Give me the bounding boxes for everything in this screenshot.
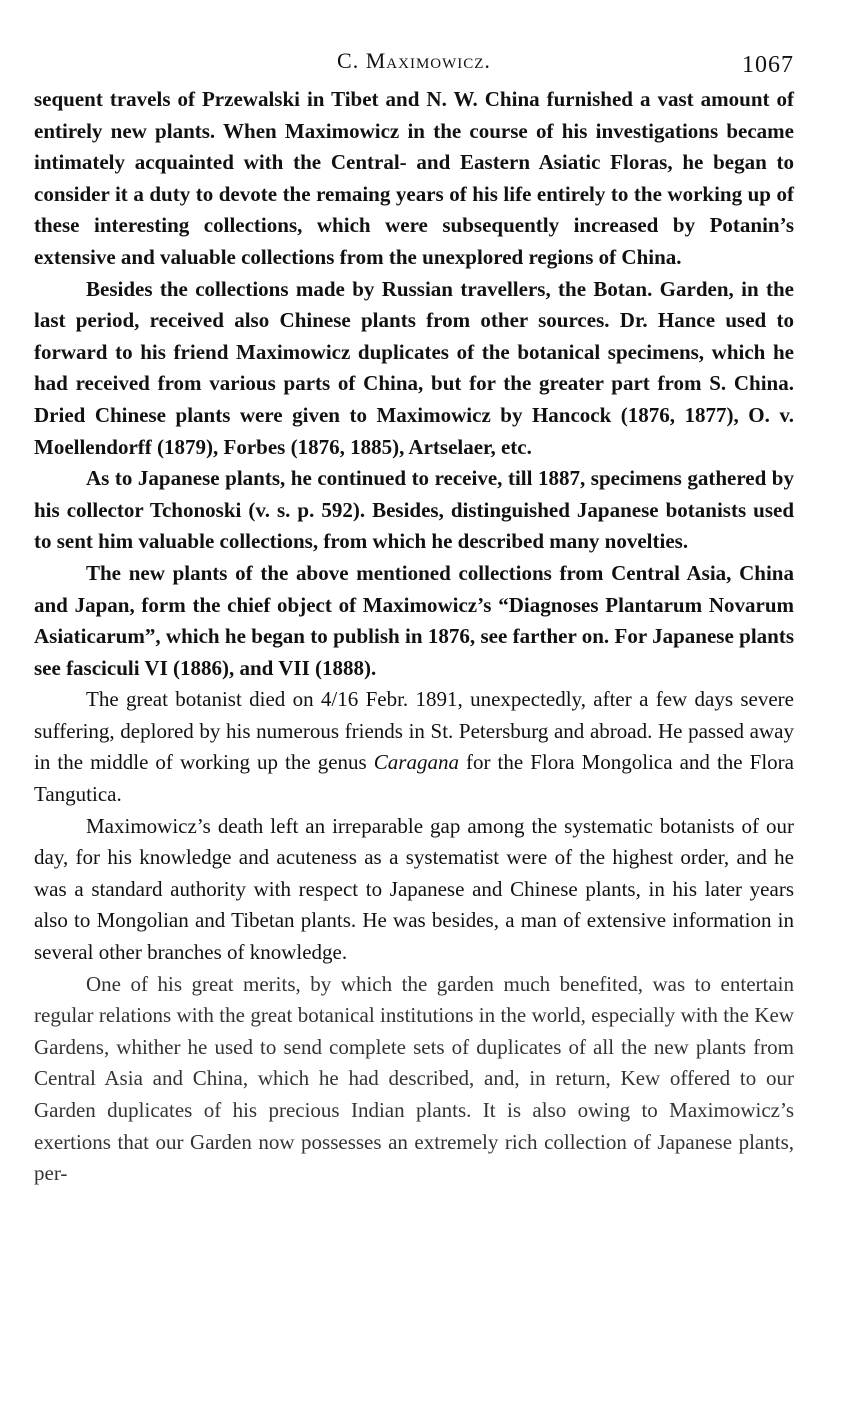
genus-name: Caragana [373, 750, 459, 775]
page-number: 1067 [742, 52, 794, 78]
paragraph-4: The new plants of the above mentioned collections from Central Asia, China and Japan, form the chief object of Maximowicz’s “Diagnoses Plantarum Novarum Asiaticarum”, which he began to publish in 1876, see farther on. For Japanese plants see fasciculi VI (1886), and VII (1888). [34, 560, 794, 680]
paragraph-5-end: for the Flora Mongolica and the Flora Tangutica. [34, 750, 794, 807]
paragraph-7: One of his great merits, by which the garden much benefited, was to entertain regular relations with the great botanical institutions in the world, especially with the Kew Gardens, whither he used to send complete sets of duplicates of all the new plants from Central Asia and China, which he had described, and, in return, Kew offered to our Garden duplicates of his precious Indian plants. It is also owing to Maximowicz’s exertions that our Garden now possesses an extremely rich collection of Japanese plants, per- [34, 971, 794, 1186]
running-title: C. Maximowicz. [337, 48, 491, 73]
paragraph-2: Besides the collections made by Russian travellers, the Botan. Garden, in the last period, received also Chinese plants from other sources. Dr. Hance used to forward to his friend Maximowicz duplicates of the botanical specimens, which he had received from various parts of China, but for the greater part from S. China. Dried Chinese plants were given to Maximowicz by Hancock (1876, 1877), O. v. Moellendorff (1879), Forbes (1876, 1885), Artselaer, etc. [34, 276, 794, 459]
page-header [34, 40, 794, 84]
paragraph-6: Maximowicz’s death left an irreparable gap among the systematic botanists of our day, for his knowledge and acuteness as a systematist were of the highest order, and he was a standard authority with respect to Japanese and Chinese plants, in his later years also to Mongolian and Tibetan plants. He was besides, a man of extensive information in several other branches of knowledge. [34, 813, 794, 965]
paragraph-5-start: The great botanist died on 4/16 Febr. 1891, unexpectedly, after a few days severe suffering, deplored by his numerous friends in St. Petersburg and abroad. He passed away in the middle of working up the genus [34, 687, 794, 775]
book-page [34, 40, 794, 1190]
body-text [34, 84, 794, 1190]
paragraph-5 [34, 684, 794, 810]
paragraph-1: sequent travels of Przewalski in Tibet and N. W. China furnished a vast amount of entirely new plants. When Maximowicz in the course of his investigations became intimately acquainted with the Central- and Eastern Asiatic Floras, he began to consider it a duty to devote the remaing years of his life entirely to the working up of these interesting collections, which were subsequently increased by Potanin’s extensive and valuable collections from the unexplored regions of China. [34, 87, 794, 269]
paragraph-3: As to Japanese plants, he continued to receive, till 1887, specimens gathered by his collector Tchonoski (v. s. p. 592). Besides, distinguished Japanese botanists used to sent him valuable collections, from which he described many novelties. [34, 466, 794, 554]
